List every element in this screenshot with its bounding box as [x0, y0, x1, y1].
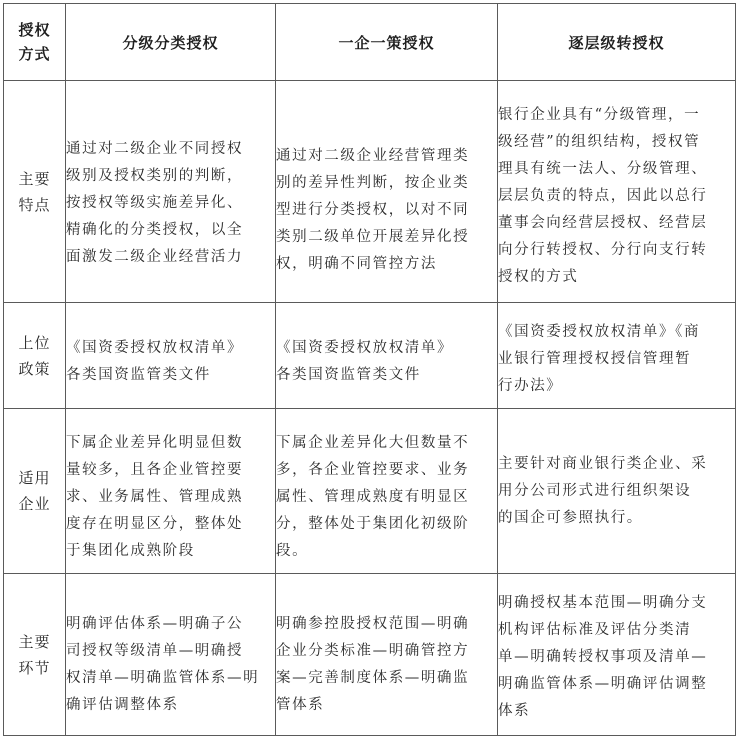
- table-cell: 《国资委授权放权清单》 各类国资监管类文件: [66, 303, 276, 409]
- row-label-higher-level-policy: 上位 政策: [4, 303, 66, 409]
- table-header-row: [4, 4, 736, 81]
- row-label-main-steps: 主要 环节: [4, 574, 66, 736]
- header-layered-sub-authorization: 逐层级转授权: [498, 4, 736, 81]
- table-cell: 《国资委授权放权清单》《商 业银行管理授权授信管理暂 行办法》: [498, 303, 736, 409]
- table-cell: 明确授权基本范围—明确分支 机构评估标准及评估分类清 单—明确转授权事项及清单— 明确监管体系—明确评估调整 体系: [498, 574, 736, 736]
- table-row-higher-level-policy: [4, 303, 736, 409]
- row-label-main-features: 主要 特点: [4, 81, 66, 303]
- table-row-main-steps: [4, 574, 736, 736]
- table-cell: 下属企业差异化大但数量不 多，各企业管控要求、业务 属性、管理成熟度有明显区 分，整体处于集团化初级阶 段。: [276, 409, 498, 574]
- header-authorization-mode: 授权 方式: [4, 4, 66, 81]
- table-cell: 银行企业具有“分级管理，一 级经营”的组织结构，授权管 理具有统一法人、分级管理、 层层负责的特点，因此以总行 董事会向经营层授权、经营层 向分行转授权、分行向支行转 授权的方式: [498, 81, 736, 303]
- authorization-mode-table: [3, 3, 736, 736]
- header-one-enterprise-one-policy-authorization: 一企一策授权: [276, 4, 498, 81]
- table-cell: 通过对二级企业不同授权 级别及授权类别的判断， 按授权等级实施差异化、 精确化的分类授权，以全 面激发二级企业经营活力: [66, 81, 276, 303]
- table-cell: 明确评估体系—明确子公 司授权等级清单—明确授 权清单—明确监管体系—明 确评估调整体系: [66, 574, 276, 736]
- table-cell: 下属企业差异化明显但数 量较多，且各企业管控要 求、业务属性、管理成熟 度存在明显区分，整体处 于集团化成熟阶段: [66, 409, 276, 574]
- table-row-applicable-enterprises: [4, 409, 736, 574]
- row-label-applicable-enterprises: 适用 企业: [4, 409, 66, 574]
- table-row-main-features: [4, 81, 736, 303]
- table-cell: 《国资委授权放权清单》 各类国资监管类文件: [276, 303, 498, 409]
- table-cell: 主要针对商业银行类企业、采 用分公司形式进行组织架设 的国企可参照执行。: [498, 409, 736, 574]
- table-cell: 通过对二级企业经营管理类 别的差异性判断，按企业类 型进行分类授权，以对不同 类别二级单位开展差异化授 权，明确不同管控方法: [276, 81, 498, 303]
- table-cell: 明确参控股授权范围—明确 企业分类标准—明确管控方 案—完善制度体系—明确监 管体系: [276, 574, 498, 736]
- header-tiered-classified-authorization: 分级分类授权: [66, 4, 276, 81]
